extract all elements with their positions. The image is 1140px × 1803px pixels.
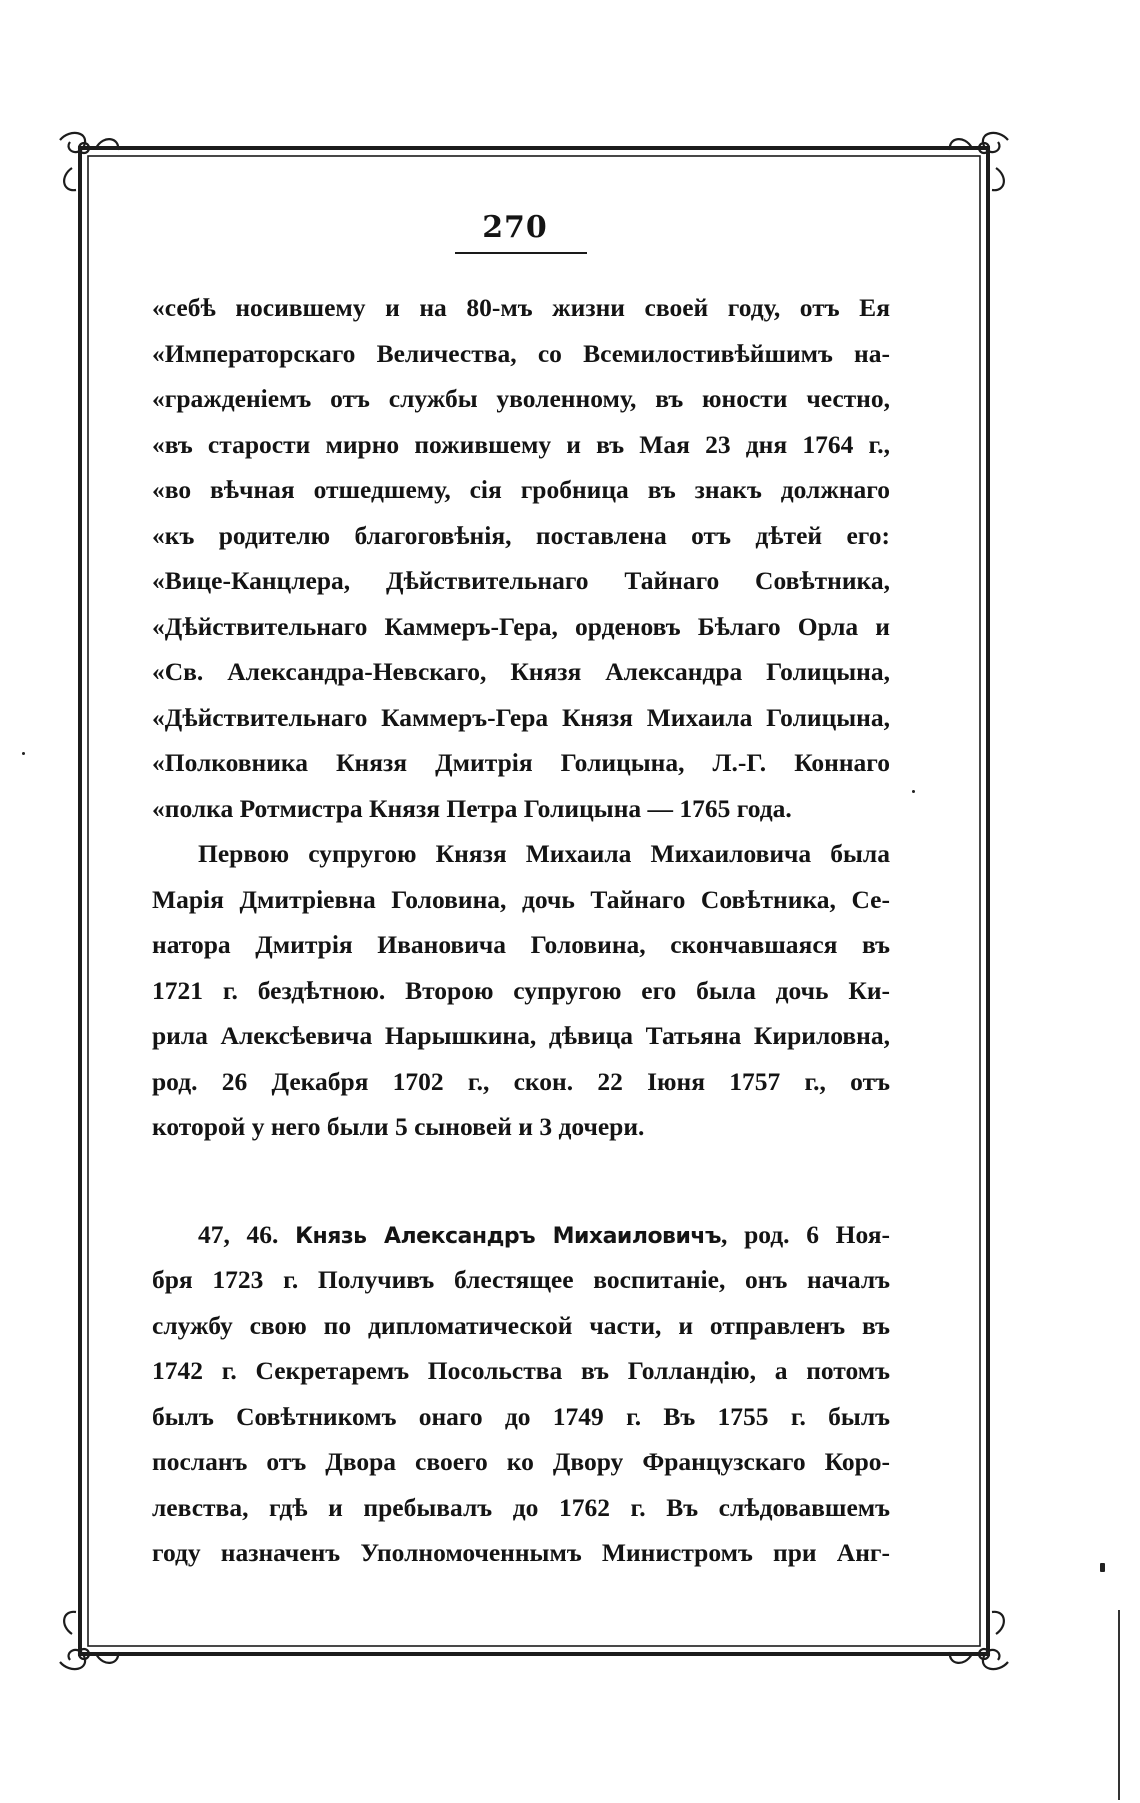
- text-line: бря 1723 г. Получивъ блестящее воспитаніе, онъ началъ: [152, 1265, 890, 1294]
- text-line: рила Алексѣевича Нарышкина, дѣвица Татьяна Кириловна,: [152, 1021, 890, 1050]
- text-line: Первою супругою Князя Михаила Михаиловича была: [198, 839, 890, 868]
- text-line: «во вѣчная отшедшему, сія гробница въ знакъ должнаго: [152, 475, 890, 504]
- page-number: 270: [482, 210, 548, 245]
- entry-heading-line: [152, 1212, 890, 1258]
- entry-number: 47, 46.: [198, 1219, 279, 1249]
- text-line: посланъ отъ Двора своего ко Двору Французскаго Коро-: [152, 1447, 890, 1476]
- scan-speck: [1100, 1563, 1105, 1572]
- text-line: году назначенъ Уполномоченнымъ Министромъ при Анг-: [152, 1538, 890, 1567]
- text-line: «себѣ носившему и на 80-мъ жизни своей году, отъ Ея: [152, 293, 890, 322]
- text-line: род. 26 Декабря 1702 г., скон. 22 Іюня 1757 г., отъ: [152, 1066, 890, 1096]
- text-line: былъ Совѣтникомъ онаго до 1749 г. Въ 1755 г. былъ: [152, 1401, 890, 1431]
- scan-edge-line: [1118, 1610, 1120, 1800]
- text-line: 1742 г. Секретаремъ Посольства въ Голландію, а потомъ: [152, 1356, 890, 1385]
- text-line: службу свою по дипломатической части, и отправленъ въ: [152, 1310, 890, 1340]
- scan-speck: [912, 790, 915, 793]
- page-number-underline: [455, 252, 587, 254]
- text-line: «Императорскаго Величества, со Всемилостивѣйшимъ на-: [152, 338, 890, 368]
- entry-person-name: Князь Александръ Михаиловичъ: [295, 1223, 722, 1249]
- page-body-text: [152, 285, 890, 1576]
- text-line: «Дѣйствительнаго Каммеръ-Гера, орденовъ Бѣлаго Орла и: [152, 611, 890, 641]
- text-line: «Св. Александра-Невскаго, Князя Александра Голицына,: [152, 657, 890, 686]
- text-line: «Дѣйствительнаго Каммеръ-Гера Князя Михаила Голицына,: [152, 702, 890, 732]
- scan-speck: [22, 752, 25, 755]
- text-line: Марія Дмитріевна Головина, дочь Тайнаго Совѣтника, Се-: [152, 884, 890, 914]
- text-line: «въ старости мирно пожившему и въ Мая 23 дня 1764 г.,: [152, 429, 890, 459]
- text-line: «полка Ротмистра Князя Петра Голицына — 1765 года.: [152, 793, 792, 823]
- text-line: «гражденіемъ отъ службы уволенному, въ юности честно,: [152, 384, 890, 413]
- text-line: «Вице-Канцлера, Дѣйствительнаго Тайнаго Совѣтника,: [152, 566, 890, 595]
- text-line: 1721 г. бездѣтною. Второю супругою его была дочь Ки-: [152, 975, 890, 1005]
- section-spacer: [152, 1150, 890, 1212]
- text-line: «Полковника Князя Дмитрія Голицына, Л.-Г. Коннаго: [152, 748, 890, 777]
- text-line: «къ родителю благоговѣнія, поставлена отъ дѣтей его:: [152, 520, 890, 550]
- entry-heading-rest: , род. 6 Ноя-: [721, 1219, 890, 1249]
- text-line: левства, гдѣ и пребывалъ до 1762 г. Въ слѣдовавшемъ: [152, 1492, 890, 1522]
- text-line: которой у него были 5 сыновей и 3 дочери.: [152, 1112, 645, 1141]
- text-line: натора Дмитрія Ивановича Головина, скончавшаяся въ: [152, 930, 890, 959]
